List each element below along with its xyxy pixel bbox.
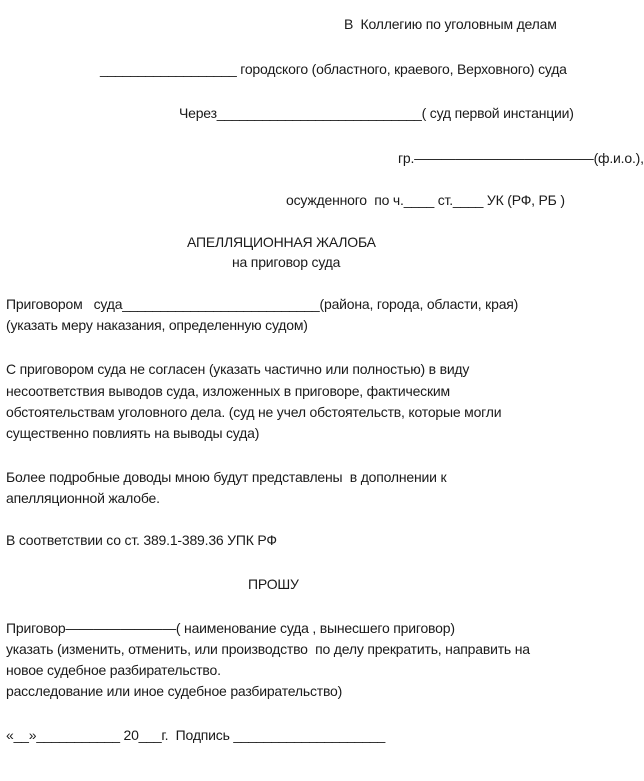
- request-line-1: Приговор————————( наименование суда , вынесшего приговор): [6, 620, 455, 636]
- disagreement-line-1: С приговором суда не согласен (указать частично или полностью) в виду: [6, 361, 470, 377]
- legal-basis-line: В соответствии со ст. 389.1-389.36 УПК РФ: [6, 532, 277, 548]
- verdict-court-line: Приговором суда__________________________(района, города, области, края): [6, 296, 519, 312]
- disagreement-line-4: существенно повлиять на выводы суда): [6, 425, 260, 441]
- request-line-3: новое судебное разбирательство.: [6, 662, 221, 678]
- addressee-line: В Коллегию по уголовным делам: [344, 16, 557, 32]
- request-line-2: указать (изменить, отменить, или производство по делу прекратить, направить на: [6, 641, 530, 657]
- document-title: АПЕЛЛЯЦИОННАЯ ЖАЛОБА: [187, 234, 376, 250]
- document-subtitle: на приговор суда: [232, 254, 341, 270]
- request-heading: ПРОШУ: [248, 576, 299, 592]
- punishment-line: (указать меру наказания, определенную судом): [6, 317, 308, 333]
- request-line-4: расследование или иное судебное разбирательство): [6, 683, 343, 699]
- convicted-article-line: осужденного по ч.____ ст.____ УК (РФ, РБ ): [286, 192, 565, 208]
- disagreement-line-3: обстоятельствам уголовного дела. (суд не учел обстоятельств, которые могли: [6, 404, 502, 420]
- citizen-name-line: гр.—————————————(ф.и.о.),: [398, 150, 644, 166]
- disagreement-line-2: несоответствия выводов суда, изложенных в приговоре, фактическим: [6, 383, 450, 399]
- court-line: __________________ городского (областного, краевого, Верховного) суда: [100, 61, 567, 77]
- additional-arguments-line-2: апелляционной жалобе.: [6, 490, 160, 506]
- additional-arguments-line-1: Более подробные доводы мною будут представлены в дополнении к: [6, 469, 447, 485]
- via-court-line: Через___________________________( суд первой инстанции): [179, 105, 574, 121]
- date-signature-line: «__»___________ 20___г. Подпись ____________________: [6, 727, 386, 743]
